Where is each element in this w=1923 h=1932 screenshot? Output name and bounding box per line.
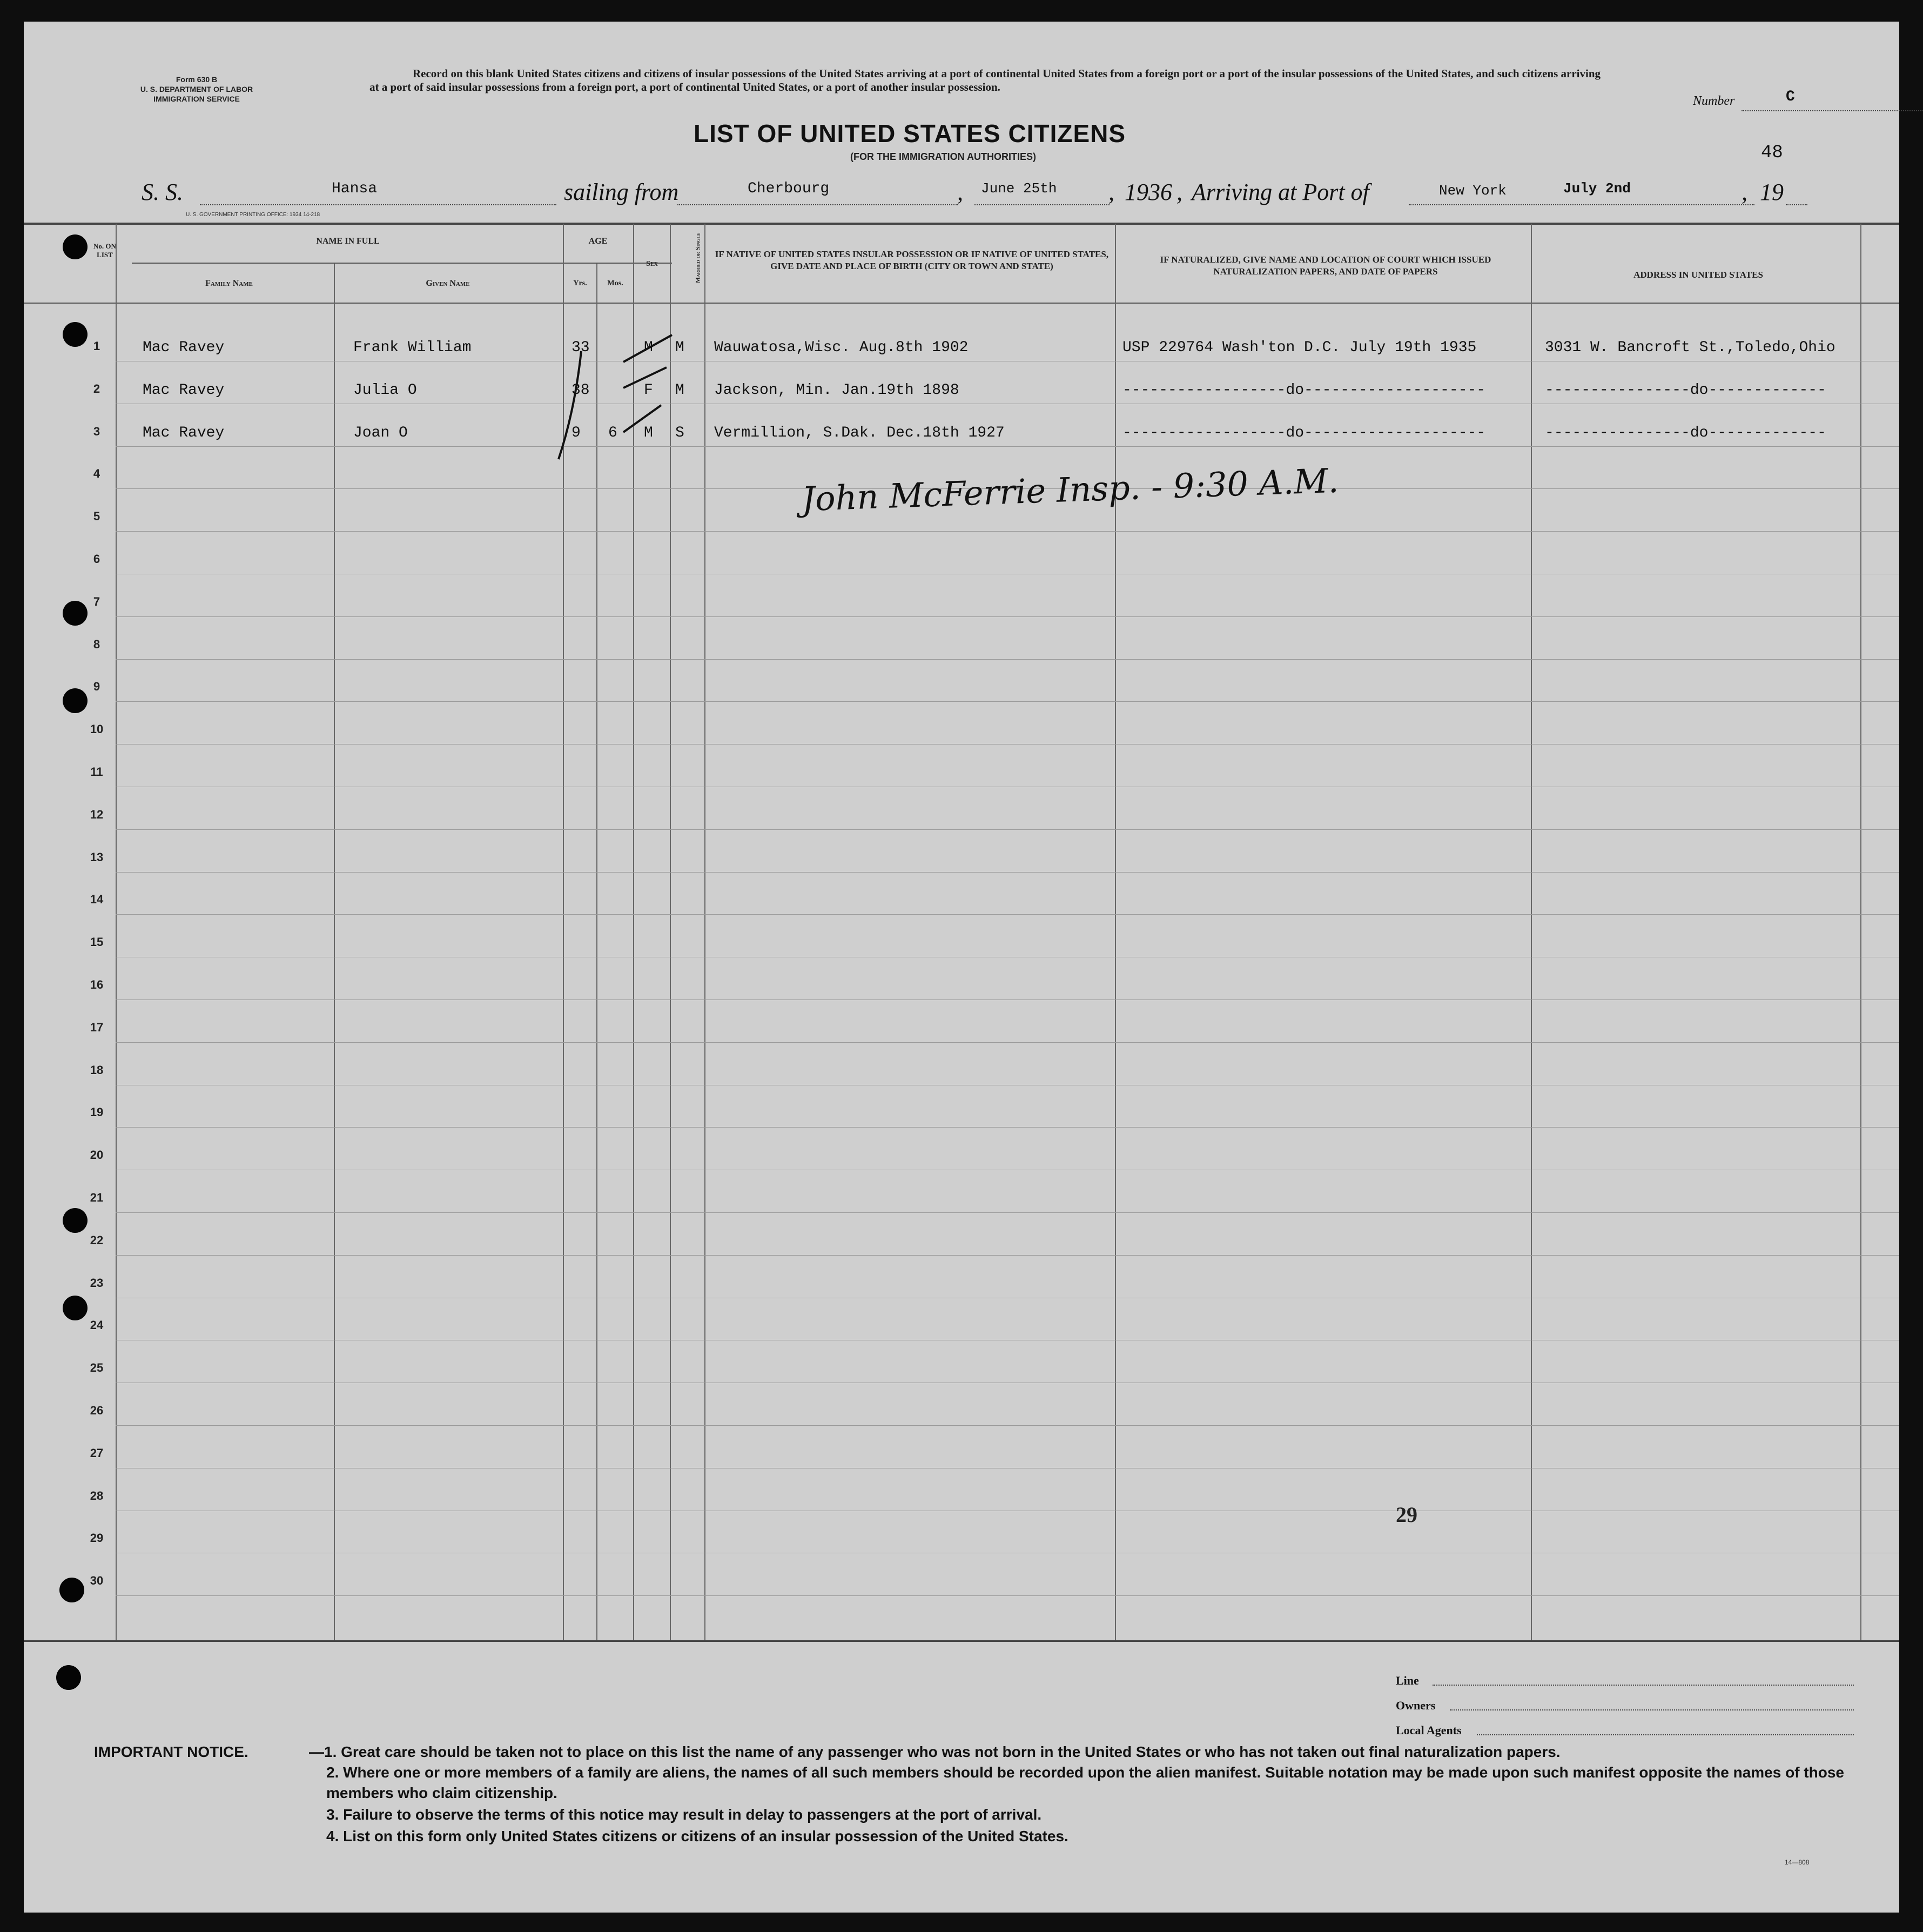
date-from: June 25th xyxy=(981,180,1057,197)
row-line xyxy=(116,1127,1899,1128)
row-number: 9 xyxy=(93,680,100,694)
table-top-border xyxy=(24,223,1899,225)
row-number: 6 xyxy=(93,552,100,566)
punch-hole xyxy=(63,688,88,713)
cell-addr: ----------------do------------- xyxy=(1545,425,1826,441)
page-title: LIST OF UNITED STATES CITIZENS xyxy=(694,119,1126,147)
ship-name: Hansa xyxy=(332,180,378,197)
punch-hole xyxy=(63,1208,88,1233)
header-married: Married or Single xyxy=(694,232,702,284)
cell-yrs: 38 xyxy=(571,382,590,399)
row-line xyxy=(116,531,1899,532)
punch-hole xyxy=(63,601,88,626)
row-line xyxy=(116,701,1899,702)
cell-given: Frank William xyxy=(353,339,472,356)
stamp-number: 29 xyxy=(1396,1502,1417,1527)
row-number: 4 xyxy=(93,467,100,481)
row-number: 3 xyxy=(93,424,100,438)
manifest-sheet: Form 630 B U. S. DEPARTMENT OF LABOR IMMIGRATION SERVICE Record on this blank United States citizens and citizens of insular possessions of the United States arriving at a port of continental United States from a foreign port or a port of the insular possessions of the United States, and such citizens arriving at a port of said insular possessions from a foreign port, a port of continental United States, or a port of another insular possession. Number C LIST OF UNITED STATES CITIZENS (FOR THE IMMIGRATION AUTHORITIES) 48 S. S. Hansa sailing from Cherbourg , June 25th , 1936 , Arriving at Port of New York July 2nd , 19 U. S. GOVERNMENT PRINTING OFFICE: 1934 14-218 No. ON LIST NAME IN FULL Family Name Given Name AGE Yrs. Mos. Sex Married or Single IF NATIVE OF UNITED STATES INSULAR POSSESSION OR IF NATIVE OF UNITED STATES, GIVE DATE AND PLACE OF BIRTH (CITY OR TOWN AND STATE) IF NATURALIZED, GIVE NAME AND LOCATION OF COURT WHICH ISSUED NATURALIZATION PAPERS, AND DATE OF PAPERS ADDRESS IN UNITED STATES 1 2 3 4 5 6 7 8 9 10 11 12 13 14 15 16 17 18 19 20 21 22 23 24 25 26 27 28 29 30 Mac Ravey Frank William 33 M M Wauwatosa,Wisc. Aug.8th 1902 USP 229764 Wash'ton D.C. July 19th 1935 3031 W. Bancroft St.,Toledo,Ohio Mac Ravey Julia O 38 F M Jackson, Min. Jan.19th 1898 ------------------do-------------------- ----------------do------------- Mac Ravey Joan O 9 6 M S Vermillion, S.Dak. Dec.18th 1927 ------------------do-------------------- ----------------do------------- John McFerrie Insp. - 9:30 A.M. 29 Line Owners Local Agents IMPORTANT NOTICE. —1. Great care should be taken not to place on this list the name of any passenger who was not born in the United States or who has not taken out final naturalization papers. 2. Where one or more members of a family are aliens, the names of all such members should be recorded upon the alien manifest. Suitable notation may be made upon such manifest opposite the names of those members who claim citizenship. 3. Failure to observe the terms of this notice may result in delay to passengers at the port of arrival. 4. List on this form only United States citizens or citizens of an insular possession of the United States. 14—808 xyxy=(24,22,1899,1913)
row-number: 7 xyxy=(93,594,100,608)
header-age: AGE xyxy=(588,237,608,246)
row-number: 8 xyxy=(93,637,100,651)
punch-hole xyxy=(59,1578,84,1602)
date-to: July 2nd xyxy=(1563,180,1631,197)
cell-mos: 6 xyxy=(608,425,617,441)
row-line xyxy=(116,1042,1899,1043)
row-line xyxy=(116,1255,1899,1256)
punch-hole xyxy=(63,1296,88,1320)
local-agents-label: Local Agents xyxy=(1396,1723,1462,1737)
header-mos: Mos. xyxy=(607,279,623,287)
notice-3: 3. Failure to observe the terms of this notice may result in delay to passengers at the port of arrival. xyxy=(326,1806,1042,1823)
row-number: 23 xyxy=(90,1276,104,1290)
port-to-underline xyxy=(1409,204,1754,205)
punch-hole xyxy=(63,322,88,347)
form-number-block xyxy=(116,75,278,104)
port-to: New York xyxy=(1439,183,1507,199)
page-number: 48 xyxy=(1761,143,1783,163)
sailing-label: sailing from xyxy=(564,179,679,205)
line-label: Line xyxy=(1396,1674,1419,1687)
row-number: 20 xyxy=(90,1148,104,1162)
col-line xyxy=(1860,224,1861,1640)
row-number: 29 xyxy=(90,1531,104,1545)
cell-ms: M xyxy=(675,339,684,356)
row-number: 2 xyxy=(93,381,100,395)
year-to: 19 xyxy=(1760,179,1784,205)
row-number: 21 xyxy=(90,1191,104,1204)
page-subtitle: (FOR THE IMMIGRATION AUTHORITIES) xyxy=(850,151,1036,162)
row-line xyxy=(116,1212,1899,1213)
cell-addr: ----------------do------------- xyxy=(1545,382,1826,399)
row-line xyxy=(116,1595,1899,1596)
row-number: 30 xyxy=(90,1574,104,1588)
header-no: No. ON LIST xyxy=(93,242,116,259)
header-birth: IF NATIVE OF UNITED STATES INSULAR POSSESSION OR IF NATIVE OF UNITED STATES, GIVE DATE AND PLACE OF BIRTH (CITY OR TOWN AND STATE) xyxy=(715,249,1109,271)
cell-family: Mac Ravey xyxy=(143,382,225,399)
row-number: 11 xyxy=(90,765,103,779)
arriving-label: Arriving at Port of xyxy=(1192,179,1369,205)
row-number: 1 xyxy=(93,339,100,353)
row-number: 13 xyxy=(90,850,104,864)
notice-title: IMPORTANT NOTICE. xyxy=(94,1743,248,1760)
header-name-in-full: NAME IN FULL xyxy=(316,237,380,246)
port-from: Cherbourg xyxy=(748,180,830,197)
header-sex: Sex xyxy=(646,260,658,268)
row-number: 28 xyxy=(90,1488,104,1502)
row-line xyxy=(116,914,1899,915)
col-line xyxy=(116,224,117,1640)
col-line xyxy=(704,224,705,1640)
row-number: 15 xyxy=(90,935,104,949)
hand-pen-marks xyxy=(542,324,704,475)
number-underline xyxy=(1742,110,1923,112)
header-bottom-border xyxy=(24,303,1899,304)
row-number: 10 xyxy=(90,722,104,736)
cell-family: Mac Ravey xyxy=(143,425,225,441)
row-number: 14 xyxy=(90,893,104,907)
punch-hole xyxy=(63,234,88,259)
bottom-code: 14—808 xyxy=(1785,1859,1810,1866)
inspector-signature: John McFerrie Insp. - 9:30 A.M. xyxy=(801,460,1340,519)
row-line xyxy=(116,829,1899,830)
cell-sex: M xyxy=(644,339,653,356)
row-line xyxy=(116,872,1899,873)
date-from-underline xyxy=(974,204,1110,205)
owners-field xyxy=(1450,1709,1854,1710)
cell-family: Mac Ravey xyxy=(143,339,225,356)
local-agents-field xyxy=(1477,1734,1854,1735)
row-number: 16 xyxy=(90,978,104,991)
cell-addr: 3031 W. Bancroft St.,Toledo,Ohio xyxy=(1545,339,1835,356)
cell-ms: S xyxy=(675,425,684,441)
row-number: 12 xyxy=(90,807,104,821)
row-number: 27 xyxy=(90,1446,104,1460)
row-number: 24 xyxy=(90,1318,104,1332)
row-number: 25 xyxy=(90,1361,104,1375)
header-naturalized: IF NATURALIZED, GIVE NAME AND LOCATION OF COURT WHICH ISSUED NATURALIZATION PAPERS, AND DATE OF PAPERS xyxy=(1160,254,1491,277)
notice-2: 2. Where one or more members of a family are aliens, the names of all such members should be recorded upon the alien manifest. Suitable notation may be made upon such manifest opposite the names of those members who claim citizenship. xyxy=(326,1764,1844,1801)
col-line xyxy=(334,264,335,1640)
cell-nat: ------------------do-------------------- xyxy=(1122,425,1486,441)
header-yrs: Yrs. xyxy=(573,279,587,287)
instruction-text: Record on this blank United States citizens and citizens of insular possessions of the United States arriving at a port of continental United States from a foreign port or a port of the insular possessions of the United States, and such citizens arriving at a port of said insular possessions from a foreign port, a port of continental United States, or a port of another insular possession. xyxy=(369,67,1601,93)
cell-given: Joan O xyxy=(353,425,408,441)
printing-office: U. S. GOVERNMENT PRINTING OFFICE: 1934 14-218 xyxy=(186,212,320,218)
row-line xyxy=(116,659,1899,660)
cell-sex: F xyxy=(644,382,653,399)
row-number: 22 xyxy=(90,1233,104,1247)
col-line xyxy=(1531,224,1532,1640)
cell-birth: Wauwatosa,Wisc. Aug.8th 1902 xyxy=(714,339,969,356)
cell-nat: USP 229764 Wash'ton D.C. July 19th 1935 xyxy=(1122,339,1477,356)
port-from-underline xyxy=(677,204,958,205)
header-address: ADDRESS IN UNITED STATES xyxy=(1633,270,1763,280)
form-number: Form 630 B xyxy=(176,75,218,84)
row-line xyxy=(116,1425,1899,1426)
cell-yrs: 33 xyxy=(571,339,590,356)
ss-label: S. S. xyxy=(142,179,183,205)
cell-ms: M xyxy=(675,382,684,399)
service: IMMIGRATION SERVICE xyxy=(153,95,240,103)
notice-1: —1. Great care should be taken not to place on this list the name of any passenger who was not born in the United States or who has not taken out final naturalization papers. xyxy=(309,1743,1561,1760)
cell-birth: Jackson, Min. Jan.19th 1898 xyxy=(714,382,959,399)
ship-underline xyxy=(200,204,556,205)
row-number: 18 xyxy=(90,1063,104,1077)
row-number: 19 xyxy=(90,1105,104,1119)
owners-label: Owners xyxy=(1396,1699,1436,1712)
cell-nat: ------------------do-------------------- xyxy=(1122,382,1486,399)
cell-birth: Vermillion, S.Dak. Dec.18th 1927 xyxy=(714,425,1005,441)
line-field xyxy=(1433,1685,1854,1686)
table-bottom-border xyxy=(24,1640,1899,1642)
number-value: C xyxy=(1786,89,1795,105)
number-label: Number xyxy=(1693,94,1735,108)
row-line xyxy=(116,616,1899,617)
department: U. S. DEPARTMENT OF LABOR xyxy=(140,85,253,93)
header-family-name: Family Name xyxy=(205,279,253,288)
col-line xyxy=(1115,224,1116,1640)
notice-4: 4. List on this form only United States citizens or citizens of an insular possession of the United States. xyxy=(326,1828,1068,1844)
header-given-name: Given Name xyxy=(426,279,470,288)
row-number: 17 xyxy=(90,1020,104,1034)
year-from: 1936 xyxy=(1125,179,1172,205)
cell-sex: M xyxy=(644,425,653,441)
row-number: 26 xyxy=(90,1404,104,1417)
row-number: 5 xyxy=(93,509,100,524)
cell-yrs: 9 xyxy=(571,425,581,441)
name-age-divider xyxy=(132,263,672,264)
row-line xyxy=(116,446,1899,447)
cell-given: Julia O xyxy=(353,382,417,399)
row-line xyxy=(116,999,1899,1000)
punch-hole xyxy=(56,1665,81,1690)
